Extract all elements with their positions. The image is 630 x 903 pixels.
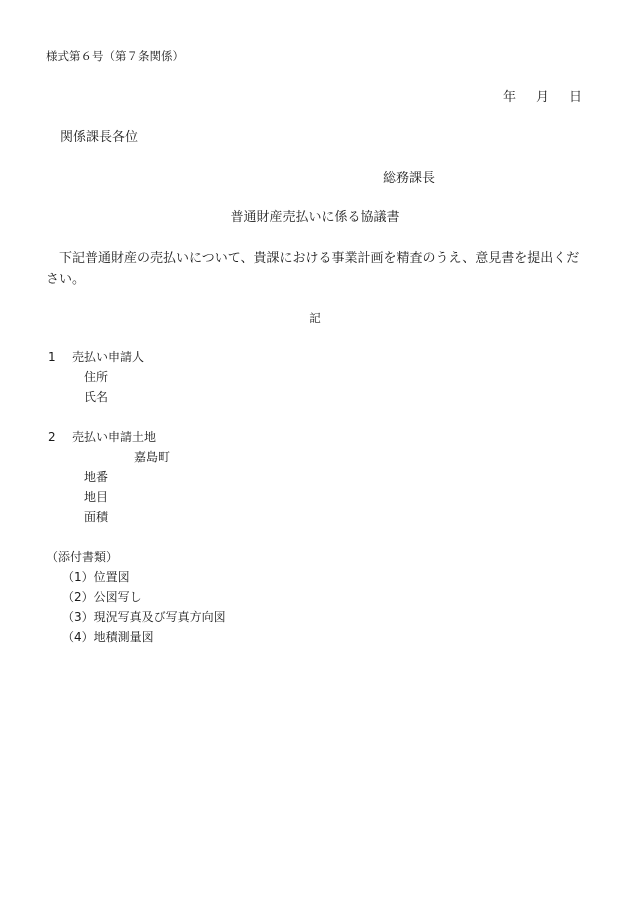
date-month-label: 月 xyxy=(535,90,549,105)
date-line xyxy=(503,90,582,106)
date-day-label: 日 xyxy=(568,90,582,105)
form-number: 様式第６号（第７条関係） xyxy=(46,49,184,63)
section1-field-name: 氏名 xyxy=(84,390,109,404)
section2-town: 嘉島町 xyxy=(134,450,171,464)
section2-number: 2 xyxy=(48,430,56,444)
document-title: 普通財産売払いに係る協議書 xyxy=(230,210,400,225)
section1-number: 1 xyxy=(48,350,56,364)
section1-field-address: 住所 xyxy=(84,370,109,384)
section2-field-area: 面積 xyxy=(84,510,109,524)
section2-heading: 売払い申請土地 xyxy=(72,430,157,444)
attachment-item: （4）地積測量図 xyxy=(62,630,154,644)
date-year-label: 年 xyxy=(502,90,516,105)
section2-field-lot-number: 地番 xyxy=(84,470,109,484)
attachments-heading: （添付書類） xyxy=(46,550,119,564)
attachment-item: （1）位置図 xyxy=(62,570,130,584)
section2-field-land-category: 地目 xyxy=(84,490,109,504)
addressee: 関係課長各位 xyxy=(60,130,139,145)
sender: 総務課長 xyxy=(383,171,436,186)
section1-heading-row xyxy=(48,350,144,364)
section2-heading-row xyxy=(48,430,156,444)
attachment-item: （3）現況写真及び写真方向図 xyxy=(62,610,226,624)
attachment-item: （2）公図写し xyxy=(62,590,142,604)
section1-heading: 売払い申請人 xyxy=(72,350,145,364)
ki-marker: 記 xyxy=(309,311,321,325)
body-paragraph: 下記普通財産の売払いについて、貴課における事業計画を精査のうえ、意見書を提出ください。 xyxy=(46,251,580,287)
